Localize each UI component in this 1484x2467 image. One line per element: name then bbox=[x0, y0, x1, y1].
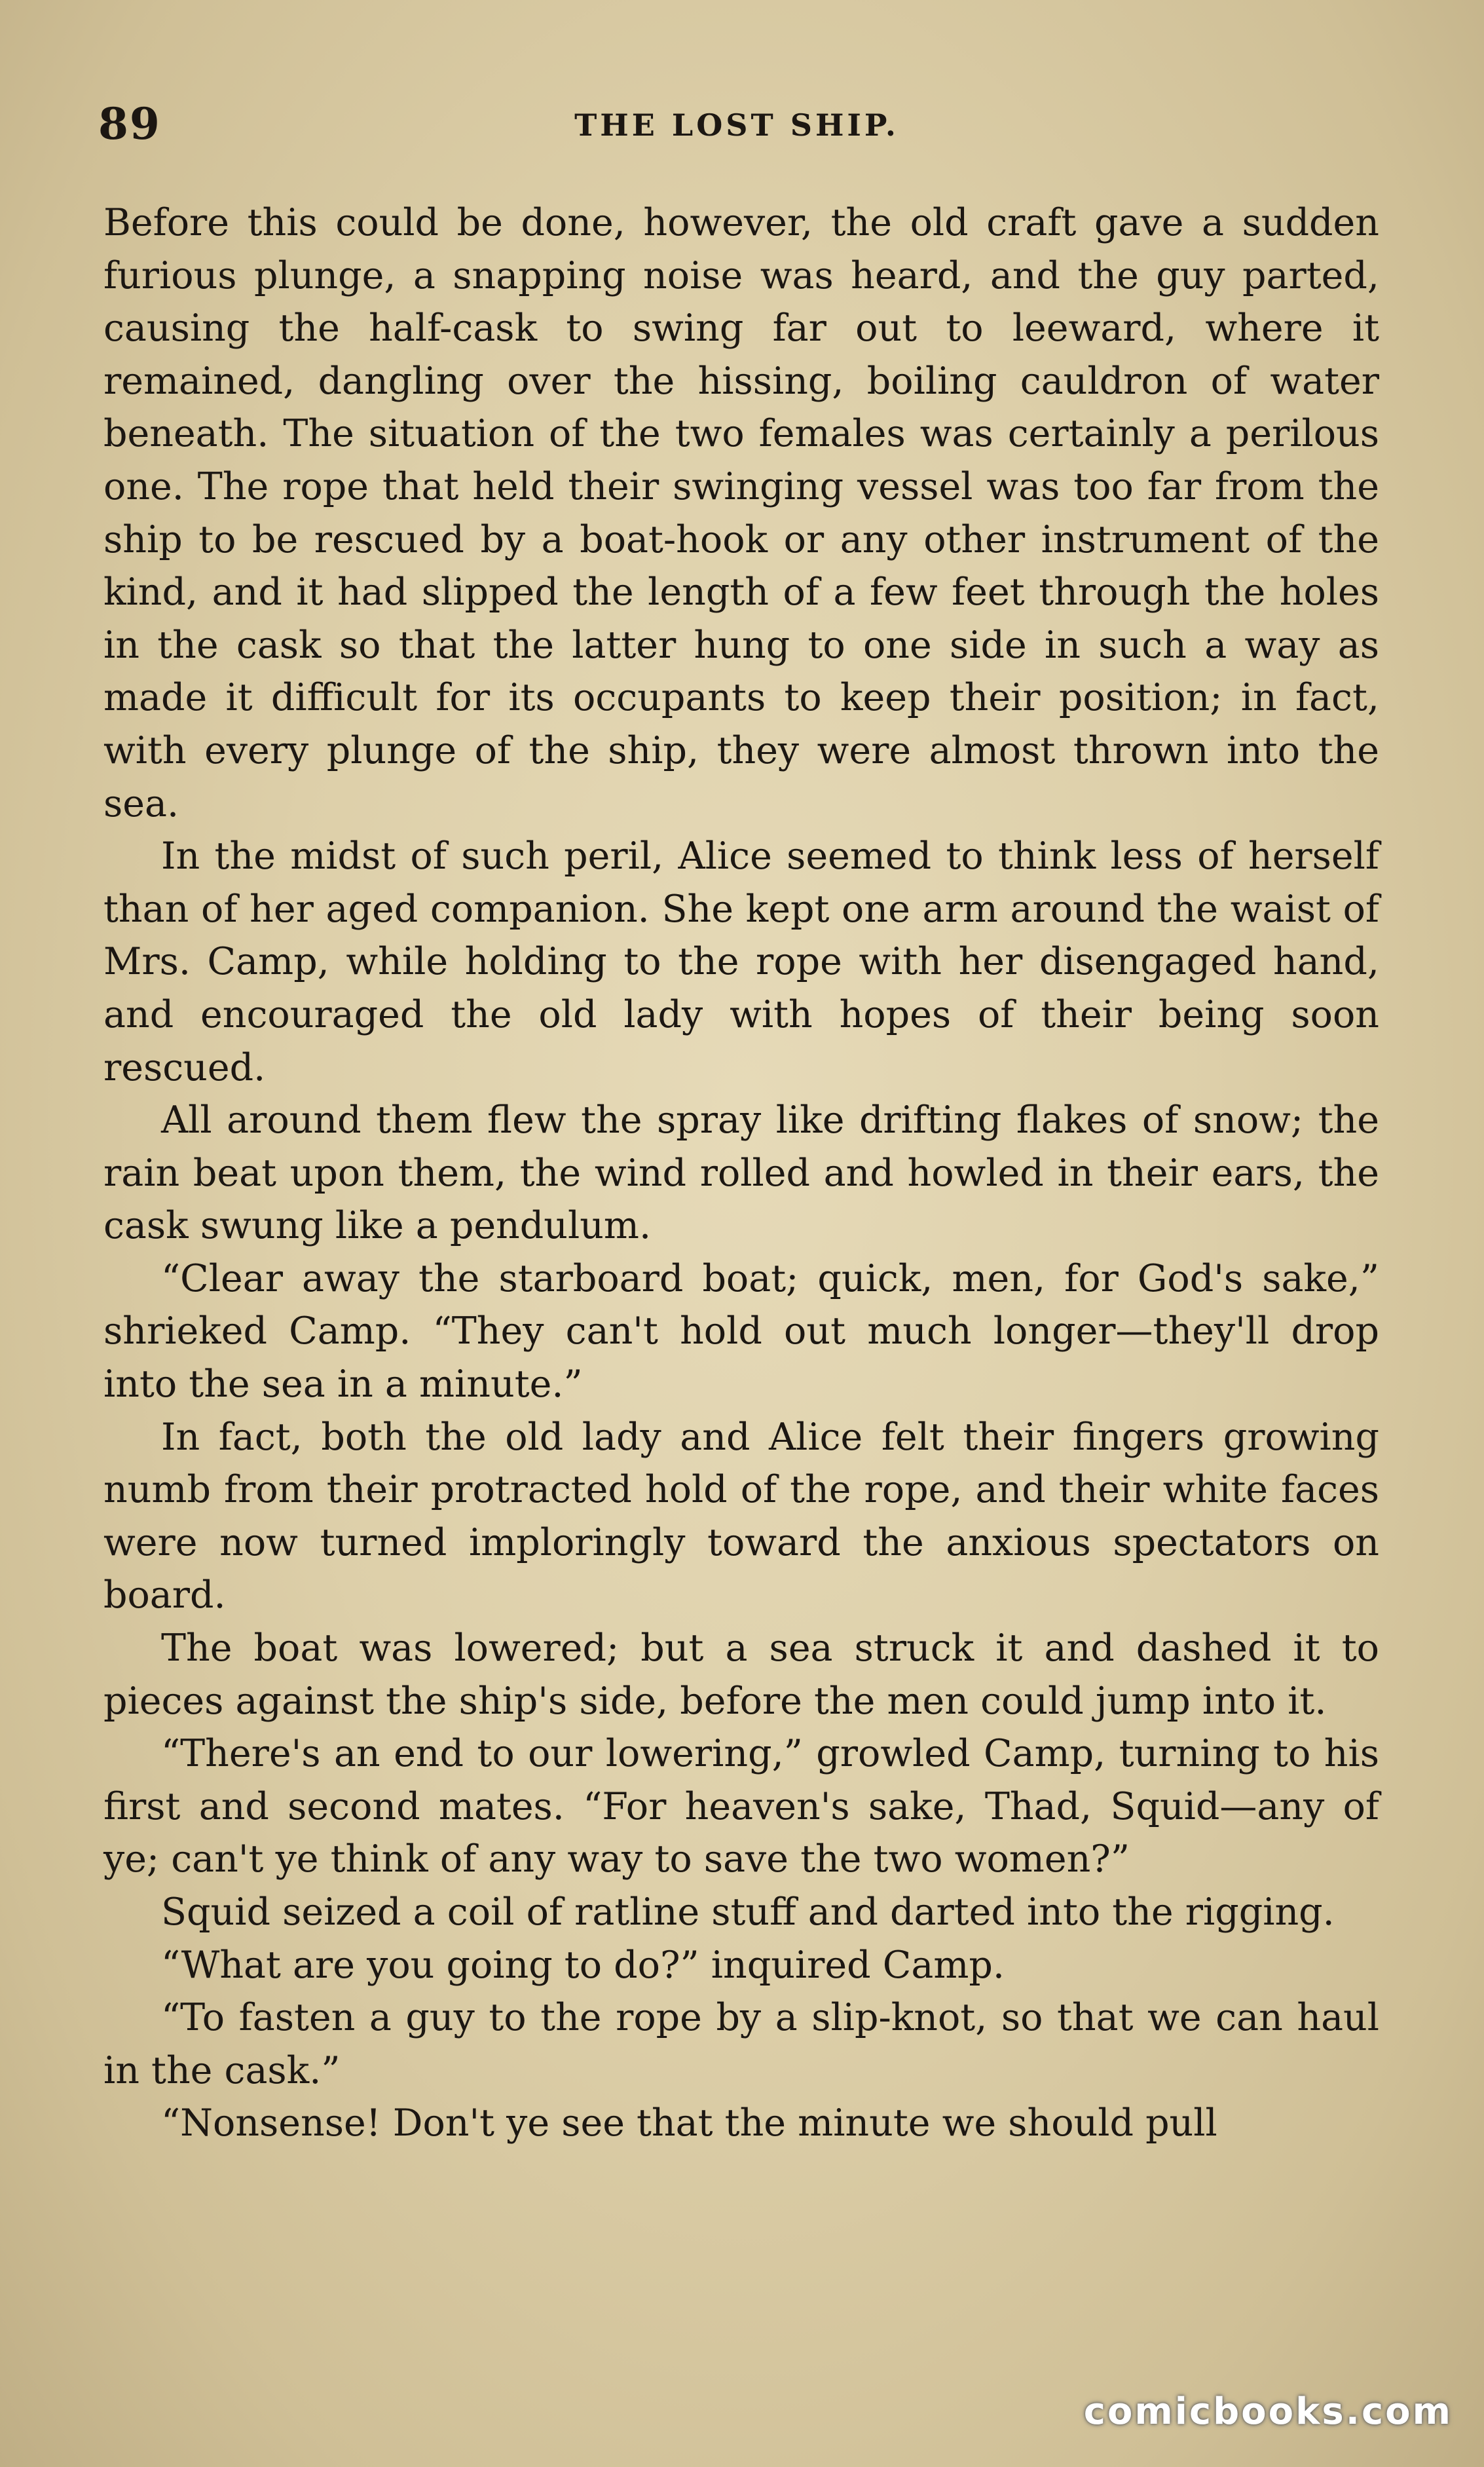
running-head: THE LOST SHIP. bbox=[574, 107, 899, 143]
watermark: comicbooks.com bbox=[1083, 2390, 1453, 2433]
page-number: 89 bbox=[98, 98, 161, 149]
paragraph: All around them flew the spray like drifting flakes of snow; the rain beat upon them, the wind rolled and howled in their ears, the cask swung like a pendulum. bbox=[103, 1099, 1379, 1248]
paragraph: “To fasten a guy to the rope by a slip-knot, so that we can haul in the cask.” bbox=[103, 1996, 1379, 2092]
paragraph: In the midst of such peril, Alice seemed to think less of herself than of her aged companion. She kept one arm around the waist of Mrs. Camp, while holding to the rope with her disengaged hand, and encouraged the old lady with hopes of their being soon rescued. bbox=[103, 835, 1379, 1089]
paragraph: “Clear away the starboard boat; quick, men, for God's sake,” shrieked Camp. “They can't hold out much longer—they'll drop into the sea in a minute.” bbox=[103, 1256, 1379, 1406]
paragraph: “What are you going to do?” inquired Camp. bbox=[161, 1943, 1005, 1987]
paragraph: The boat was lowered; but a sea struck it and dashed it to pieces against the ship's side, before the men could jump into it. bbox=[103, 1627, 1379, 1723]
paragraph: “Nonsense! Don't ye see that the minute we should pull bbox=[161, 2101, 1217, 2145]
paragraph: Before this could be done, however, the old craft gave a sudden furious plunge, a snapping noise was heard, and the guy parted, causing the half-cask to swing far out to leeward, where it remained, dangling over the hissing, boiling cauldron of water beneath. The situation of the two females was certainly a perilous one. The rope that held their swinging vessel was too far from the ship to be rescued by a boat-hook or any other instrument of the kind, and it had slipped the length of a few feet through the holes in the cask so that the latter hung to one side in such a way as made it difficult for its occupants to keep their position; in fact, with every plunge of the ship, they were almost thrown into the sea. bbox=[103, 201, 1379, 825]
body-text bbox=[103, 197, 1379, 2150]
paragraph: In fact, both the old lady and Alice felt their fingers growing numb from their protracted hold of the rope, and their white faces were now turned imploringly toward the anxious spectators on board. bbox=[103, 1415, 1379, 1617]
paragraph: “There's an end to our lowering,” growled Camp, turning to his first and second mates. “For heaven's sake, Thad, Squid—any of ye; can't ye think of any way to save the two women?” bbox=[103, 1732, 1379, 1881]
paragraph: Squid seized a coil of ratline stuff and darted into the rigging. bbox=[161, 1891, 1335, 1934]
page-header bbox=[98, 98, 1375, 151]
